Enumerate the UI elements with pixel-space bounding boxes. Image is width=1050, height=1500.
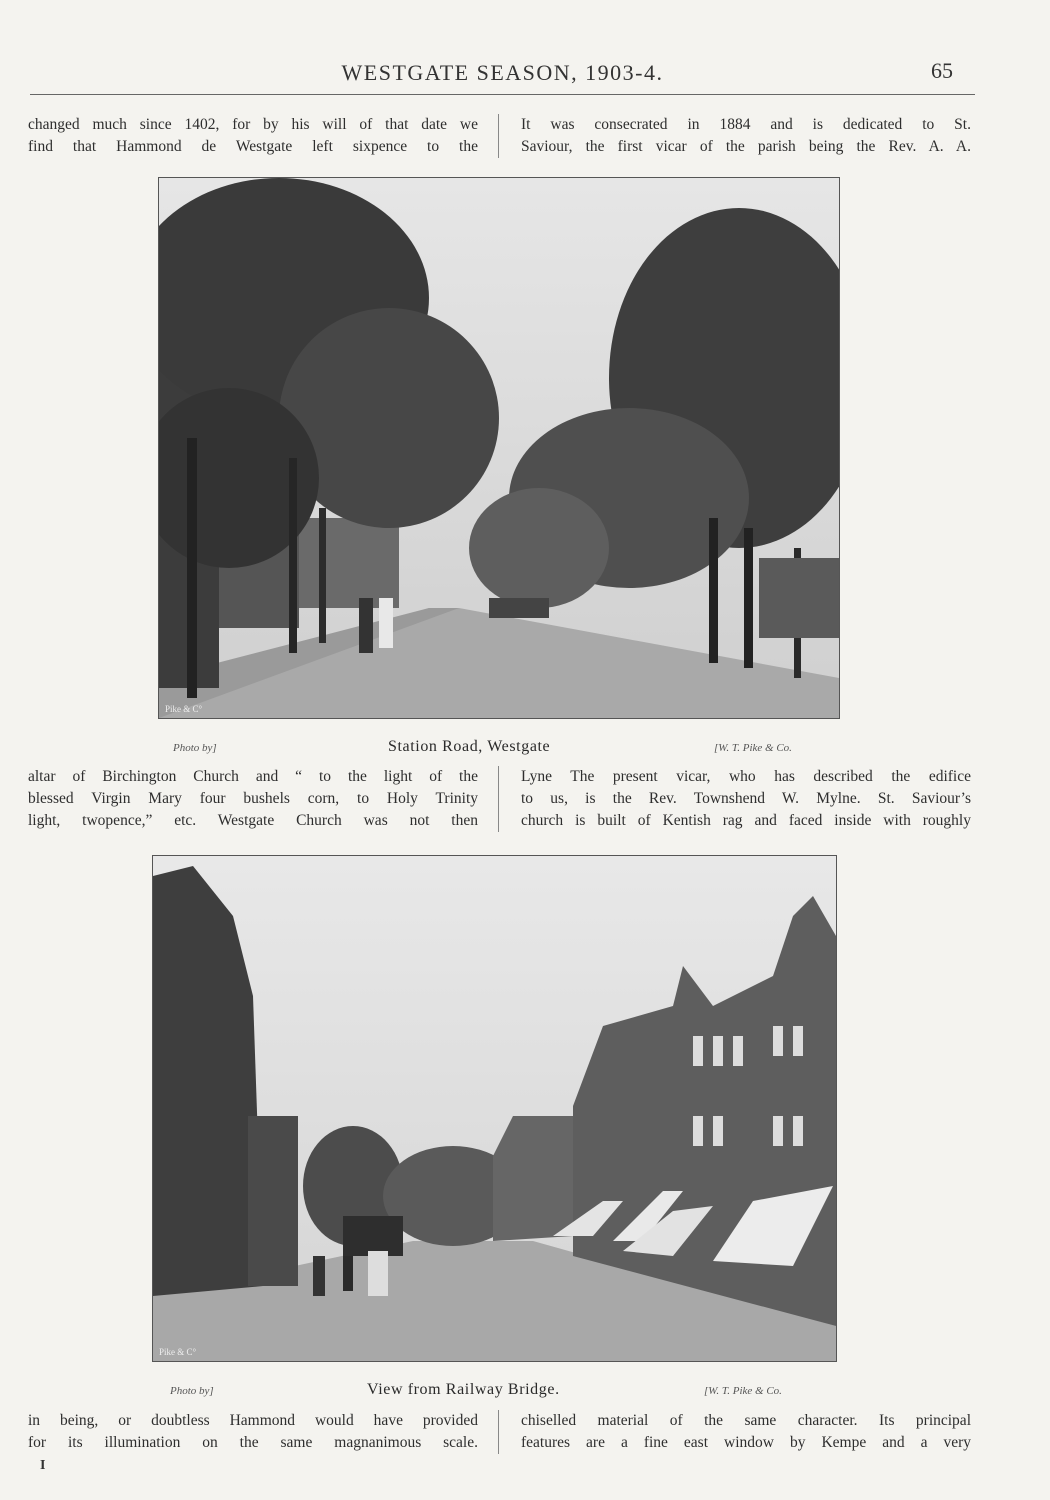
text-line: It was consecrated in 1884 and is dedicated to St.	[521, 116, 971, 133]
figure-caption: Station Road, Westgate	[388, 738, 551, 755]
column-right	[499, 766, 971, 832]
photo-station-road	[158, 177, 840, 719]
text-line: in being, or doubtless Hammond would have provided	[28, 1412, 478, 1429]
column-right	[499, 1410, 971, 1454]
text-line: to us, is the Rev. Townshend W. Mylne. St. Saviour’s	[521, 790, 971, 807]
photo-credit-left: Photo by]	[173, 742, 217, 754]
running-title: WESTGATE SEASON, 1903-4.	[341, 60, 664, 85]
text-block-1	[28, 114, 974, 158]
text-line: church is built of Kentish rag and faced inside with roughly	[521, 812, 971, 829]
photo-credit-right: [W. T. Pike & Co.	[714, 742, 792, 754]
text-line: altar of Birchington Church and “ to the light of the	[28, 768, 478, 785]
text-line: changed much since 1402, for by his will of that date we	[28, 116, 478, 133]
text-block-3	[28, 1410, 974, 1454]
text-block-2	[28, 766, 974, 832]
text-line: for its illumination on the same magnanimous scale.	[28, 1434, 478, 1451]
photo-credit-right: [W. T. Pike & Co.	[704, 1385, 782, 1397]
column-left	[28, 1410, 499, 1454]
text-line: light, twopence,” etc. Westgate Church was not then	[28, 812, 478, 829]
figure-caption: View from Railway Bridge.	[367, 1381, 560, 1398]
text-line: features are a fine east window by Kempe and a very	[521, 1434, 971, 1451]
running-head	[30, 58, 975, 95]
column-left	[28, 766, 499, 832]
signature-mark: I	[40, 1458, 46, 1473]
text-line: Lyne The present vicar, who has described the edifice	[521, 768, 971, 785]
column-right	[499, 114, 971, 158]
text-line: Saviour, the first vicar of the parish being the Rev. A. A.	[521, 138, 971, 155]
text-line: find that Hammond de Westgate left sixpence to the	[28, 138, 478, 155]
text-line: chiselled material of the same character. Its principal	[521, 1412, 971, 1429]
column-left	[28, 114, 499, 158]
photo-railway-bridge-view	[152, 855, 837, 1362]
text-line: blessed Virgin Mary four bushels corn, to Holy Trinity	[28, 790, 478, 807]
page-number: 65	[931, 58, 953, 83]
engraver-mark: Pike & C°	[159, 1347, 197, 1357]
caption-row-1	[0, 738, 1050, 760]
photo-credit-left: Photo by]	[170, 1385, 214, 1397]
caption-row-2	[0, 1381, 1050, 1403]
engraver-mark: Pike & C°	[165, 704, 203, 714]
